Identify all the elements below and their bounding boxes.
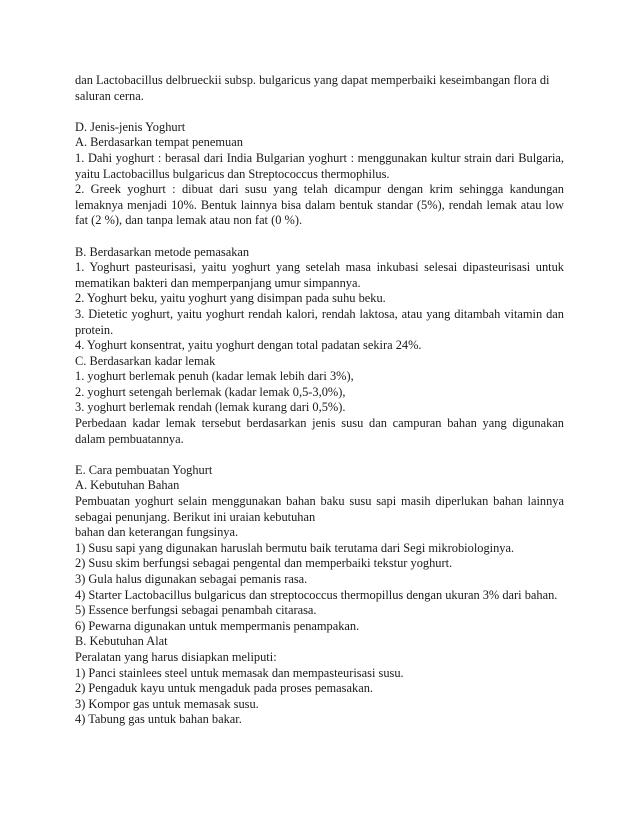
- text-line: 2. Yoghurt beku, yaitu yoghurt yang disimpan pada suhu beku.: [75, 291, 386, 306]
- text-line: Pembuatan yoghurt selain menggunakan bahan baku susu sapi masih diperlukan bahan lainnya sebagai penunjang. Berikut ini uraian kebutuhan: [75, 494, 564, 524]
- paragraph-gap: [75, 104, 564, 120]
- document-page: [75, 73, 564, 728]
- text-line: 5) Essence berfungsi sebagai penambah citarasa.: [75, 603, 317, 618]
- text-line: 1. yoghurt berlemak penuh (kadar lemak lebih dari 3%),: [75, 369, 354, 384]
- text-line: C. Berdasarkan kadar lemak: [75, 353, 216, 368]
- text-line: B. Kebutuhan Alat: [75, 634, 168, 649]
- text-line: 1) Panci stainlees steel untuk memasak dan mempasteurisasi susu.: [75, 665, 404, 680]
- text-line: 3. Dietetic yoghurt, yaitu yoghurt rendah kalori, rendah laktosa, atau yang ditambah vitamin dan protein.: [75, 306, 564, 337]
- text-line: 3) Kompor gas untuk memasak susu.: [75, 696, 259, 711]
- paragraph-gap: [75, 229, 564, 245]
- text-line: D. Jenis-jenis Yoghurt: [75, 119, 186, 134]
- text-line: 2) Pengaduk kayu untuk mengaduk pada proses pemasakan.: [75, 681, 373, 696]
- text-line: Perbedaan kadar lemak tersebut berdasarkan jenis susu dan campuran bahan yang digunakan dalam pembuatannya.: [75, 416, 564, 446]
- paragraph-gap: [75, 447, 564, 463]
- text-line: 1. Yoghurt pasteurisasi, yaitu yoghurt yang setelah masa inkubasi selesai dipasteurisasi untuk mematikan bakteri dan memperpanjang umur simpannya.: [75, 260, 564, 290]
- text-line: 2. yoghurt setengah berlemak (kadar lemak 0,5-3,0%),: [75, 384, 346, 399]
- text-line: bahan dan keterangan fungsinya.: [75, 525, 239, 540]
- text-line: B. Berdasarkan metode pemasakan: [75, 244, 250, 259]
- text-line: 2. Greek yoghurt : dibuat dari susu yang telah dicampur dengan krim sehingga kandungan lemaknya menjadi 10%. Bentuk lainnya bisa dalam bentuk standar (5%), rendah lemak atau low fat (2 %), dan tanpa lemak atau non fat (0 %).: [75, 182, 564, 228]
- text-line: 4. Yoghurt konsentrat, yaitu yoghurt dengan total padatan sekira 24%.: [75, 338, 422, 353]
- text-line: A. Berdasarkan tempat penemuan: [75, 135, 243, 150]
- text-line: E. Cara pembuatan Yoghurt: [75, 462, 213, 477]
- text-line: 3) Gula halus digunakan sebagai pemanis rasa.: [75, 572, 308, 586]
- text-line: 2) Susu skim berfungsi sebagai pengental dan memperbaiki tekstur yoghurt.: [75, 556, 453, 571]
- text-line: 4) Starter Lactobacillus bulgaricus dan streptococcus thermopillus dengan ukuran 3% dari bahan.: [75, 587, 558, 602]
- text-line: 6) Pewarna digunakan untuk mempermanis penampakan.: [75, 618, 360, 633]
- text-line: Peralatan yang harus disiapkan meliputi:: [75, 649, 277, 664]
- text-line: dan Lactobacillus delbrueckii subsp. bulgaricus yang dapat memperbaiki keseimbangan flora di saluran cerna.: [75, 73, 550, 103]
- text-line: 3. yoghurt berlemak rendah (lemak kurang dari 0,5%).: [75, 400, 346, 415]
- text-line: A. Kebutuhan Bahan: [75, 478, 180, 493]
- text-line: 1) Susu sapi yang digunakan haruslah bermutu baik terutama dari Segi mikrobiologinya.: [75, 540, 515, 555]
- text-line: 4) Tabung gas untuk bahan bakar.: [75, 712, 242, 727]
- text-line: 1. Dahi yoghurt : berasal dari India Bulgarian yoghurt : menggunakan kultur strain dari Bulgaria, yaitu Lactobacillus bulgaricus dan Streptococcus thermophilus.: [75, 150, 564, 181]
